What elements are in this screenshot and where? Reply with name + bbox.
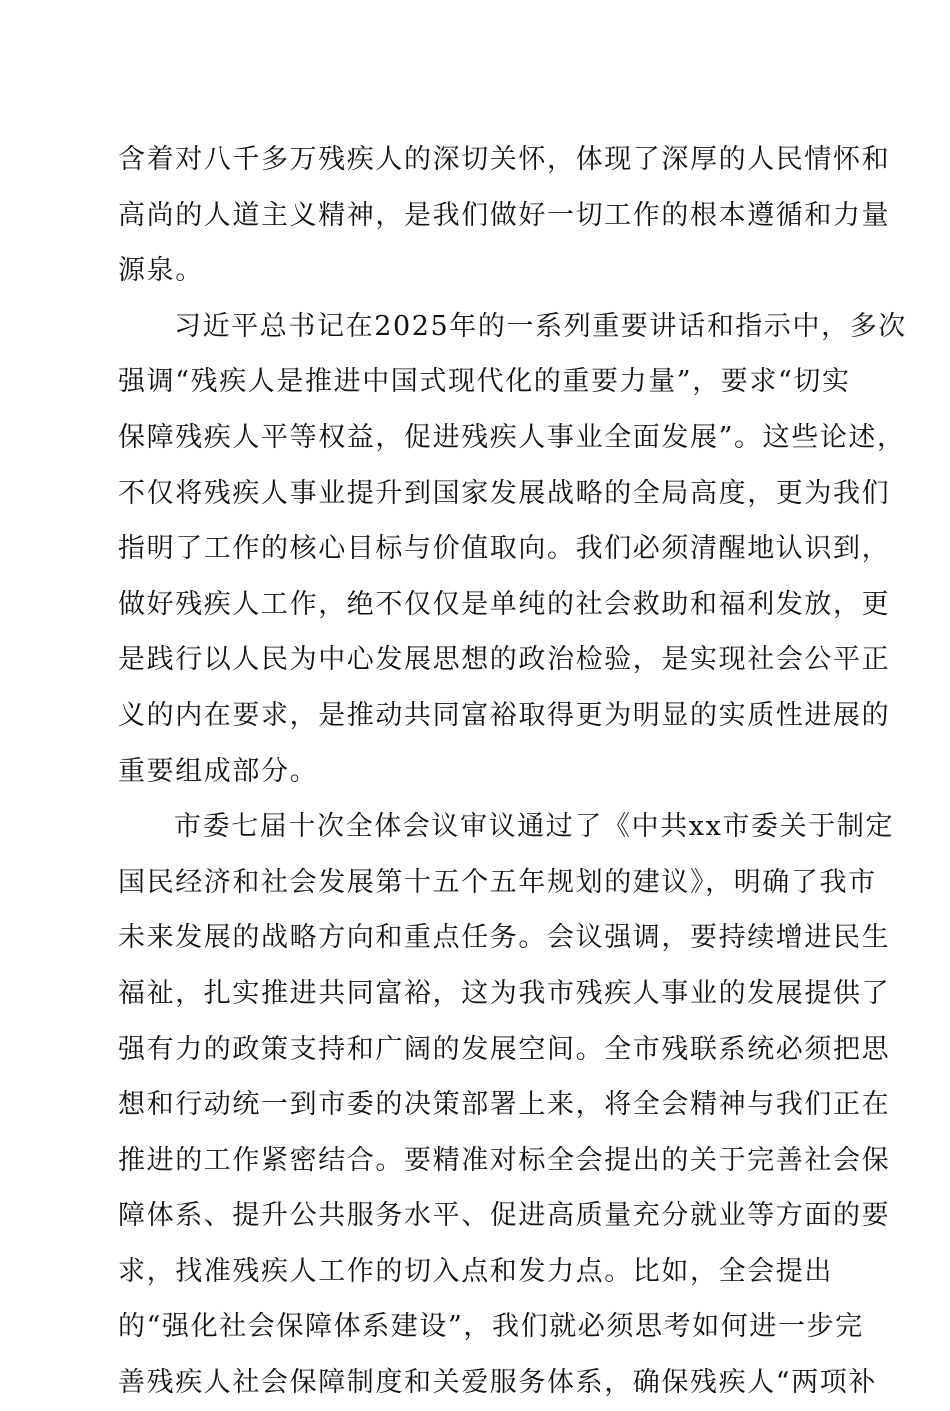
text-line: 习近平总书记在2025年的一系列重要讲话和指示中，多次 xyxy=(174,310,907,342)
text-line: 重要组成部分。 xyxy=(118,755,319,787)
text-line: 保障残疾人平等权益，促进残疾人事业全面发展”。这些论述， xyxy=(118,421,906,453)
text-line: 善残疾人社会保障制度和关爱服务体系，确保残疾人“两项补 xyxy=(118,1367,878,1399)
text-line: 求，找准残疾人工作的切入点和发力点。比如，全会提出 xyxy=(118,1255,833,1287)
text-line: 市委七届十次全体会议审议通过了《中共xx市委关于制定 xyxy=(174,811,895,843)
text-line: 想和行动统一到市委的决策部署上来，将全会精神与我们正在 xyxy=(118,1089,891,1121)
text-line: 不仅将残疾人事业提升到国家发展战略的全局高度，更为我们 xyxy=(118,477,891,509)
text-line: 国民经济和社会发展第十五个五年规划的建议》，明确了我市 xyxy=(118,866,877,898)
text-line: 做好残疾人工作，绝不仅仅是单纯的社会救助和福利发放，更 xyxy=(118,588,891,620)
text-line: 的“强化社会保障体系建设”，我们就必须思考如何进一步完 xyxy=(118,1311,864,1343)
text-line: 含着对八千多万残疾人的深切关怀，体现了深厚的人民情怀和 xyxy=(118,144,891,175)
text-line: 指明了工作的核心目标与价值取向。我们必须清醒地认识到， xyxy=(118,533,891,565)
text-line: 义的内在要求，是推动共同富裕取得更为明显的实质性进展的 xyxy=(118,699,891,731)
text-line: 推进的工作紧密结合。要精准对标全会提出的关于完善社会保 xyxy=(118,1144,891,1176)
text-line: 是践行以人民为中心发展思想的政治检验，是实现社会公平正 xyxy=(118,644,891,676)
text-line: 强有力的政策支持和广阔的发展空间。全市残联系统必须把思 xyxy=(118,1033,891,1065)
text-line: 未来发展的战略方向和重点任务。会议强调，要持续增进民生 xyxy=(118,922,891,954)
text-line: 福祉，扎实推进共同富裕，这为我市残疾人事业的发展提供了 xyxy=(118,977,891,1009)
paragraph xyxy=(118,799,895,1411)
document-body xyxy=(118,132,907,1411)
paragraph xyxy=(118,299,907,799)
text-line: 高尚的人道主义精神，是我们做好一切工作的根本遵循和力量 xyxy=(118,199,891,231)
text-line: 强调“残疾人是推进中国式现代化的重要力量”，要求“切实 xyxy=(118,366,851,398)
text-line: 障体系、提升公共服务水平、促进高质量充分就业等方面的要 xyxy=(118,1200,891,1232)
text-line: 源泉。 xyxy=(118,255,204,287)
paragraph xyxy=(118,132,891,299)
